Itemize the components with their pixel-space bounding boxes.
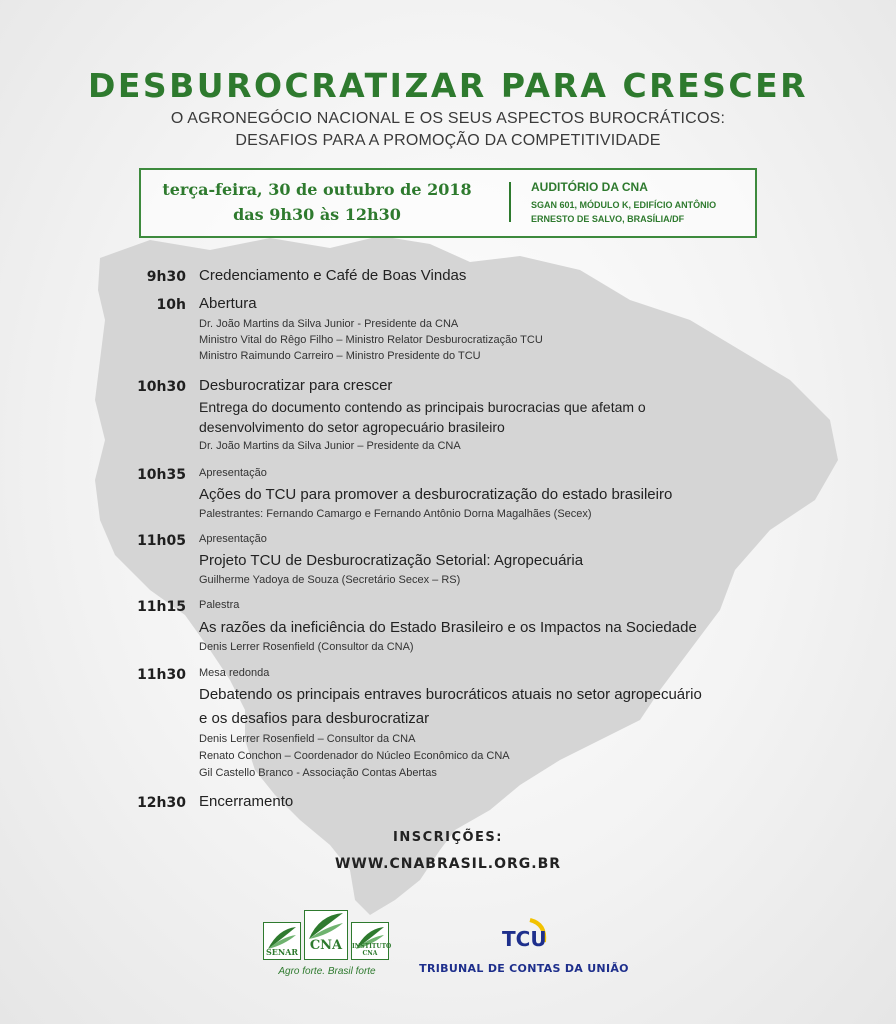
event-info-box — [139, 168, 757, 238]
info-divider — [509, 182, 511, 222]
cna-logo-text: CNA — [309, 938, 343, 953]
instituto-logo-text: INSTITUTO CNA — [352, 943, 392, 957]
agenda-tag: Apresentação — [199, 533, 267, 545]
senar-logo-text: SENAR — [265, 947, 299, 957]
agenda-title: e os desafios para desburocratizar — [199, 710, 430, 727]
agenda-speaker: Denis Lerrer Rosenfield – Consultor da CNA — [199, 733, 416, 745]
venue-address-line1: SGAN 601, MÓDULO K, EDIFÍCIO ANTÔNIO — [531, 200, 717, 210]
agenda-time: 12h30 — [137, 795, 186, 811]
tcu-logo-text: TCU — [502, 927, 547, 951]
agenda-speaker: Dr. João Martins da Silva Junior - Presidente da CNA — [199, 318, 459, 330]
agenda-speaker: Ministro Raimundo Carreiro – Ministro Presidente do TCU — [199, 350, 481, 362]
agenda-speaker: Denis Lerrer Rosenfield (Consultor da CNA) — [199, 641, 414, 653]
senar-logo — [263, 922, 301, 960]
cna-logo — [304, 910, 348, 960]
tcu-logo — [500, 916, 552, 956]
agenda-speaker: Ministro Vital do Rêgo Filho – Ministro Relator Desburocratização TCU — [199, 334, 543, 346]
agenda-title: Desburocratizar para crescer — [199, 377, 393, 394]
agenda-description: Entrega do documento contendo as principais burocracias que afetam o — [199, 399, 646, 415]
cna-logo-group — [263, 906, 391, 984]
event-hours: das 9h30 às 12h30 — [233, 205, 401, 224]
agenda-speaker: Renato Conchon – Coordenador do Núcleo Econômico da CNA — [199, 750, 510, 762]
agenda-title: Abertura — [199, 295, 257, 312]
agenda-time: 10h35 — [137, 467, 186, 483]
agenda-time: 11h30 — [137, 667, 186, 683]
event-title: DESBUROCRATIZAR PARA CRESCER — [87, 66, 809, 105]
agenda-time: 11h05 — [137, 533, 186, 549]
agenda-time: 9h30 — [146, 269, 186, 285]
venue-address-line2: ERNESTO DE SALVO, BRASÍLIA/DF — [531, 214, 685, 224]
agenda-tag: Apresentação — [199, 467, 267, 479]
agenda-title: Projeto TCU de Desburocratização Setorial: Agropecuária — [199, 552, 584, 569]
agenda-time: 10h — [156, 297, 186, 313]
agenda-speaker: Gil Castello Branco - Associação Contas Abertas — [199, 767, 437, 779]
registration-url[interactable]: WWW.CNABRASIL.ORG.BR — [334, 856, 562, 872]
agenda-speaker: Guilherme Yadoya de Souza (Secretário Secex – RS) — [199, 574, 461, 586]
agenda-title: Credenciamento e Café de Boas Vindas — [199, 267, 467, 284]
agenda-time: 10h30 — [137, 379, 186, 395]
event-subtitle-line2: DESAFIOS PARA A PROMOÇÃO DA COMPETITIVIDADE — [235, 132, 661, 149]
instituto-cna-logo — [351, 922, 392, 960]
event-subtitle-line1: O AGRONEGÓCIO NACIONAL E OS SEUS ASPECTOS BUROCRÁTICOS: — [170, 110, 726, 127]
cna-leaf-icon — [305, 911, 347, 941]
venue-name: AUDITÓRIO DA CNA — [531, 180, 648, 194]
cna-slogan: Agro forte. Brasil forte — [278, 966, 376, 977]
agenda-title: As razões da ineficiência do Estado Brasileiro e os Impactos na Sociedade — [199, 619, 697, 636]
agenda-speaker: Dr. João Martins da Silva Junior – Presidente da CNA — [199, 440, 461, 452]
agenda-speaker: Palestrantes: Fernando Camargo e Fernando Antônio Dorna Magalhães (Secex) — [199, 508, 592, 520]
agenda-description: desenvolvimento do setor agropecuário brasileiro — [199, 419, 505, 435]
registration-label: INSCRIÇÕES: — [392, 830, 503, 845]
agenda-title: Debatendo os principais entraves burocráticos atuais no setor agropecuário — [199, 686, 702, 703]
agenda-title: Ações do TCU para promover a desburocratização do estado brasileiro — [199, 486, 673, 503]
tcu-name: TRIBUNAL DE CONTAS DA UNIÃO — [419, 962, 629, 975]
agenda-tag: Palestra — [199, 599, 240, 611]
agenda-title: Encerramento — [199, 793, 294, 810]
agenda-time: 11h15 — [137, 599, 186, 615]
agenda-tag: Mesa redonda — [199, 667, 270, 679]
event-date: terça-feira, 30 de outubro de 2018 — [162, 180, 472, 199]
